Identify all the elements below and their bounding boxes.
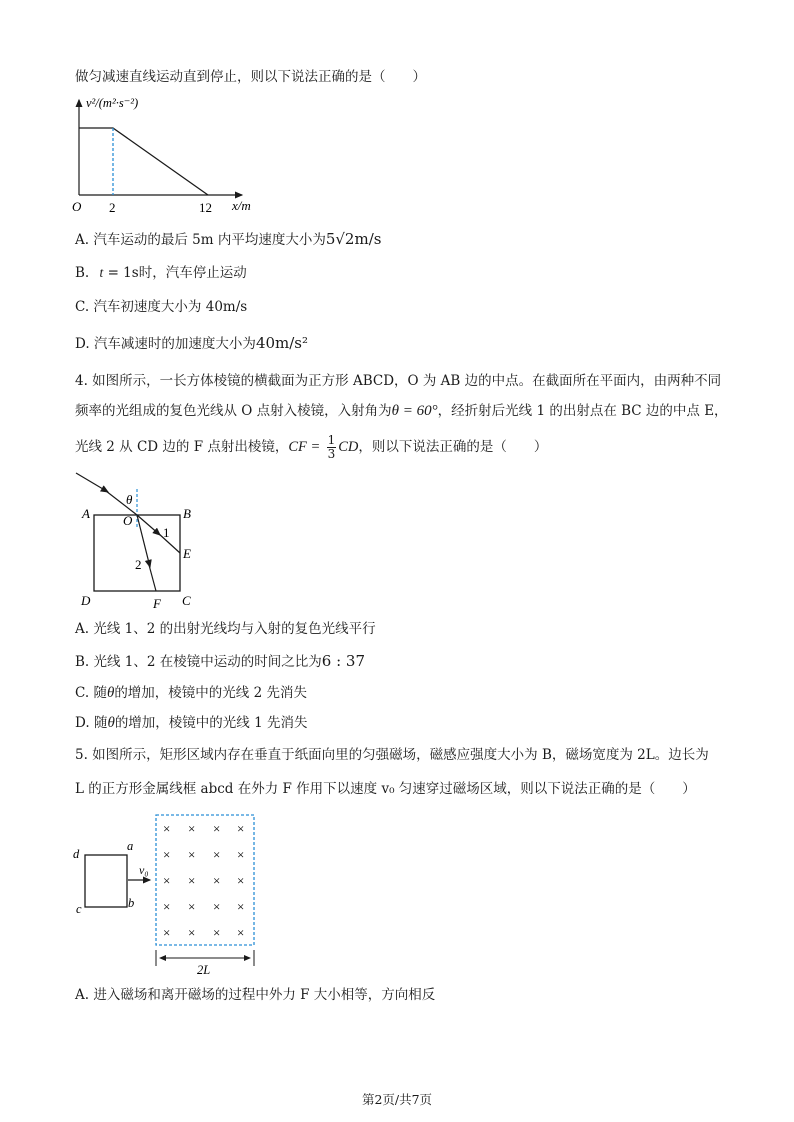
corner-a: a <box>127 839 134 853</box>
theta-label: θ <box>126 492 133 507</box>
q4-option-c[interactable]: C. 随θ的增加，棱镜中的光线 2 先消失 <box>75 685 307 701</box>
q3-option-b[interactable]: B. t = 1s时，汽车停止运动 <box>75 265 247 281</box>
field-mark: × <box>188 873 196 888</box>
q5-stem-line1: 5. 如图所示，矩形区域内存在垂直于纸面向里的匀强磁场，磁感应强度大小为 B，磁场宽度为 2L。边长为 <box>75 747 709 763</box>
origin-label: O <box>72 199 82 214</box>
field-marks <box>163 821 244 940</box>
field-mark: × <box>237 899 245 914</box>
incident-ray <box>76 473 108 492</box>
q3-option-c[interactable]: C. 汽车初速度大小为 40m/s <box>75 299 248 315</box>
q4-option-a[interactable]: A. 光线 1、2 的出射光线均与入射的复色光线平行 <box>75 621 376 637</box>
q5-magnetic-field-figure <box>70 810 270 980</box>
width-label: 2L <box>197 963 211 977</box>
q4-option-b-ratio: 6 : 37 <box>321 652 366 670</box>
field-mark: × <box>237 847 245 862</box>
q3-stem: 做匀减速直线运动直到停止，则以下说法正确的是（ ） <box>75 69 426 85</box>
field-mark: × <box>188 847 196 862</box>
field-mark: × <box>237 873 245 888</box>
q5-option-a[interactable]: A. 进入磁场和离开磁场的过程中外力 F 大小相等，方向相反 <box>75 987 436 1003</box>
point-o: O <box>123 513 133 528</box>
q4-option-b[interactable]: B. 光线 1、2 在棱镜中运动的时间之比为6 : 37 <box>75 652 366 670</box>
field-mark: × <box>188 925 196 940</box>
ray-1 <box>137 515 160 535</box>
field-mark: × <box>188 899 196 914</box>
field-mark: × <box>163 925 171 940</box>
field-mark: × <box>163 847 171 862</box>
q3-v2-x-graph <box>60 95 260 220</box>
ray-2-tail <box>149 565 156 591</box>
fraction-one-third: $\frac{1}{3}$ <box>327 433 336 461</box>
q3-option-d-value: 40m/s² <box>255 334 309 352</box>
wire-loop <box>85 855 127 907</box>
field-mark: × <box>163 873 171 888</box>
field-mark: × <box>237 821 245 836</box>
point-d: D <box>81 593 91 608</box>
ray-1-label: 1 <box>163 525 170 540</box>
q5-stem-line2: L 的正方形金属线框 abcd 在外力 F 作用下以速度 v₀ 匀速穿过磁场区域，则以下说法正确的是（ ） <box>75 781 696 797</box>
corner-b: b <box>128 896 135 910</box>
field-mark: × <box>213 821 221 836</box>
point-e: E <box>183 546 191 561</box>
field-mark: × <box>213 847 221 862</box>
field-mark: × <box>163 899 171 914</box>
q4-option-d[interactable]: D. 随θ的增加，棱镜中的光线 1 先消失 <box>75 715 308 731</box>
q3-option-d[interactable]: D. 汽车减速时的加速度大小为40m/s² <box>75 334 309 352</box>
point-c: C <box>182 593 191 608</box>
field-mark: × <box>213 873 221 888</box>
field-mark: × <box>188 821 196 836</box>
velocity-label: v₀ <box>139 863 149 877</box>
x-axis-label: x/m <box>232 198 251 213</box>
field-mark: × <box>213 899 221 914</box>
point-a: A <box>82 506 90 521</box>
q3-option-a-value: 5√2m/s <box>325 230 382 248</box>
point-b: B <box>183 506 191 521</box>
field-mark: × <box>163 821 171 836</box>
y-axis-label: v²/(m²·s⁻²) <box>86 96 139 110</box>
field-mark: × <box>237 925 245 940</box>
page-footer: 第2页/共7页 <box>361 1092 433 1107</box>
ray-2-label: 2 <box>135 557 142 572</box>
q4-prism-figure <box>70 465 210 615</box>
q3-option-a[interactable]: A. 汽车运动的最后 5m 内平均速度大小为5√2m/s <box>75 230 382 248</box>
tick-12-label: 12 <box>199 200 212 215</box>
point-f: F <box>153 596 161 611</box>
tick-2-label: 2 <box>109 200 116 215</box>
theta-eq: θ = 60° <box>391 403 438 419</box>
q4-stem-line2: 频率的光组成的复色光线从 O 点射入棱镜，入射角为θ = 60°，经折射后光线 1 的出射点在 BC 边的中点 E， <box>75 403 728 419</box>
q4-stem-line3: 光线 2 从 CD 边的 F 点射出棱镜，CF = $\frac{1}{3}$ CD，则以下说法正确的是（ ） <box>75 433 548 461</box>
corner-c: c <box>76 902 82 916</box>
graph-line <box>79 128 208 195</box>
corner-d: d <box>73 847 80 861</box>
field-mark: × <box>213 925 221 940</box>
q4-stem-line1: 4. 如图所示，一长方体棱镜的横截面为正方形 ABCD，O 为 AB 边的中点。在截面所在平面内，由两种不同 <box>75 373 722 389</box>
